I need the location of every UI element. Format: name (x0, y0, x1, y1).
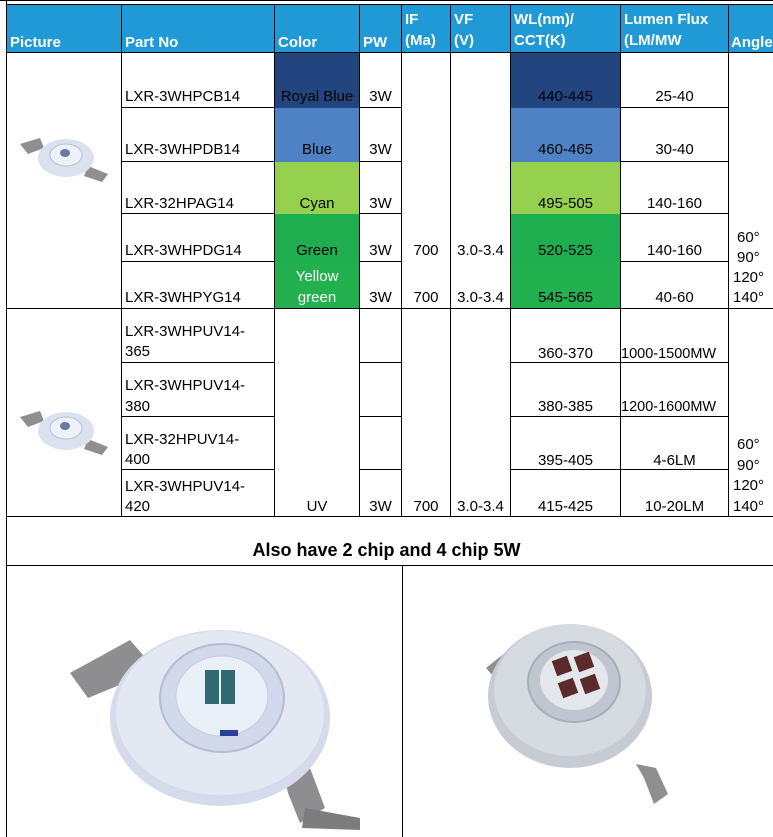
lumen-value: 10-20LM (644, 498, 705, 515)
header-part-cell (122, 5, 274, 53)
header-color-cell (275, 5, 359, 53)
led-1chip-large-icon (60, 618, 380, 833)
part-no: LXR-3WHPCB14 (125, 88, 241, 105)
lumen-value: 4-6LM (653, 452, 696, 469)
vf-value: 3.0-3.4 (457, 289, 504, 306)
header-vf-1: VF (454, 11, 474, 28)
angle-value: 140° (733, 498, 765, 515)
part-no-line1: LXR-3WHPUV14- (125, 377, 246, 394)
wl-value: 395-405 (537, 452, 594, 469)
pw-value: 3W (369, 289, 392, 306)
part-no-line1: LXR-32HPUV14- (125, 431, 240, 448)
angle-value: 60° (737, 436, 760, 453)
pw-value: 3W (369, 242, 392, 259)
header-color: Color (278, 34, 318, 51)
pw-value: 3W (369, 498, 392, 515)
vf-value: 3.0-3.4 (457, 498, 504, 515)
lumen-value: 40-60 (655, 289, 694, 306)
lumen-value: 25-40 (655, 88, 694, 105)
vf-value: 3.0-3.4 (457, 242, 504, 259)
wl-value: 460-465 (537, 141, 594, 158)
led-3w-small-icon (18, 122, 113, 192)
angle-value: 140° (733, 289, 765, 306)
part-no-line2: 400 (125, 451, 151, 468)
header-vf-cell (451, 5, 510, 53)
header-angle: Angle (731, 34, 773, 51)
part-no-line2: 365 (125, 343, 151, 360)
color-name: Green (296, 242, 338, 259)
wl-value: 520-525 (537, 242, 594, 259)
header-if-1: IF (405, 11, 419, 28)
top-border (0, 0, 773, 1)
header-lumen-cell (621, 5, 728, 53)
wl-value: 380-385 (537, 398, 594, 415)
angle-value: 90° (737, 457, 760, 474)
part-no-line1: LXR-3WHPUV14- (125, 323, 246, 340)
header-vf-2: (V) (454, 32, 474, 49)
header-picture-cell (7, 5, 121, 53)
if-value: 700 (413, 498, 439, 515)
lumen-value: 30-40 (655, 141, 694, 158)
footer-title: Also have 2 chip and 4 chip 5W (252, 540, 521, 560)
color-name: Cyan (299, 195, 335, 212)
header-angle-cell (729, 5, 773, 53)
wl-value: 440-445 (537, 88, 594, 105)
color-name: Blue (301, 141, 333, 158)
part-no-line2: 380 (125, 398, 151, 415)
pw-value: 3W (369, 88, 392, 105)
header-pw: PW (363, 34, 388, 51)
led-4chip-large-icon (478, 598, 758, 828)
wl-value: 360-370 (537, 345, 594, 362)
pw-value: 3W (369, 195, 392, 212)
if-value: 700 (413, 242, 439, 259)
header-wl-2: CCT(K) (514, 32, 566, 49)
header-wl-cell (511, 5, 620, 53)
wl-value: 495-505 (537, 195, 594, 212)
header-if-2: (Ma) (405, 32, 436, 49)
part-no: LXR-3WHPYG14 (125, 289, 241, 306)
angle-value: 90° (737, 249, 760, 266)
color-name: UV (306, 498, 328, 515)
header-part-no: Part No (125, 34, 179, 51)
angle-value: 120° (733, 269, 765, 286)
if-value: 700 (413, 289, 439, 306)
part-no: LXR-3WHPDG14 (125, 242, 242, 259)
angle-value: 60° (737, 229, 760, 246)
lumen-value: 1000-1500MW (621, 346, 717, 362)
wl-value: 545-565 (537, 289, 594, 306)
part-no: LXR-3WHPDB14 (125, 141, 241, 158)
led-3w-small-icon (18, 395, 113, 465)
pw-value: 3W (369, 141, 392, 158)
header-picture: Picture (10, 34, 61, 51)
header-wl-1: WL(nm)/ (514, 11, 574, 28)
lumen-value: 140-160 (646, 195, 703, 212)
color-name-line2: green (297, 289, 337, 306)
header-lumen-2: (LM/MW (624, 32, 682, 49)
color-name-line1: Yellow (295, 268, 339, 285)
header-lumen-1: Lumen Flux (624, 11, 709, 28)
part-no-line2: 420 (125, 498, 151, 515)
lumen-value: 1200-1600MW (621, 399, 717, 415)
part-no-line1: LXR-3WHPUV14- (125, 478, 246, 495)
angle-value: 120° (733, 477, 765, 494)
lumen-value: 140-160 (646, 242, 703, 259)
color-name: Royal Blue (280, 88, 354, 105)
wl-value: 415-425 (537, 498, 594, 515)
header-if-cell (402, 5, 450, 53)
part-no: LXR-32HPAG14 (125, 195, 234, 212)
header-pw-cell (360, 5, 401, 53)
